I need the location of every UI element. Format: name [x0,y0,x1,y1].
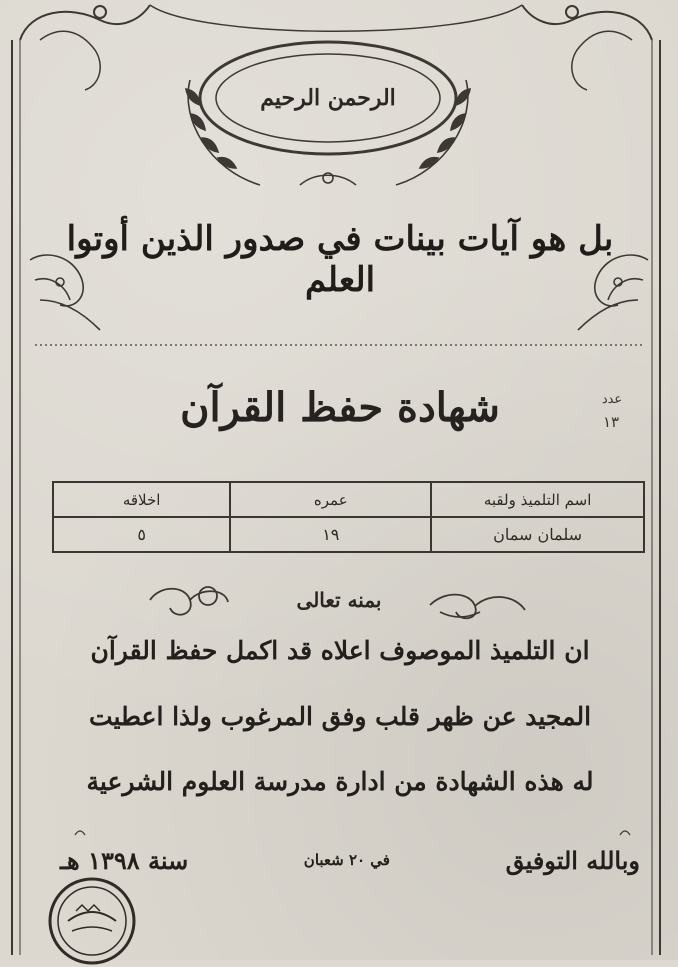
closing-phrase: وبالله التوفيق [505,845,640,875]
date-text: في ٢٠ شعبان [303,851,390,869]
header-student-name: اسم التلميذ ولقبه [431,482,644,517]
certificate-title: شهادة حفظ القرآن [180,383,500,431]
body-heading: بمنه تعالى [296,588,382,612]
body-line-2: المجيد عن ظهر قلب وفق المرغوب ولذا اعطيت [88,702,592,731]
cell-age: ١٩ [230,517,431,552]
certificate-number: ١٣ [602,413,620,431]
header-conduct: اخلاقه [53,482,230,517]
heading-scroll-left [150,587,228,615]
table-row [53,517,644,552]
year-text: سنة ١٣٩٨ هـ [60,845,189,875]
cell-student-name: سلمان سمان [431,517,644,552]
quran-verse: بل هو آيات بينات في صدور الذين أوتوا العلم [66,219,614,300]
invocation-text: الرحمن الرحيم [260,85,396,111]
certificate-number-label: عدد [601,392,623,407]
body-line-1: ان التلميذ الموصوف اعلاه قد اكمل حفظ القرآن [90,636,590,665]
school-seal-icon [46,875,138,967]
body-line-3: له هذه الشهادة من ادارة مدرسة العلوم الشرعية [86,767,594,796]
header-age: عمره [230,482,431,517]
table-header-row [53,482,644,517]
heading-scroll-right [430,595,525,619]
date-line [60,842,640,878]
cell-conduct: ٥ [53,517,230,552]
student-info-table [52,481,645,553]
